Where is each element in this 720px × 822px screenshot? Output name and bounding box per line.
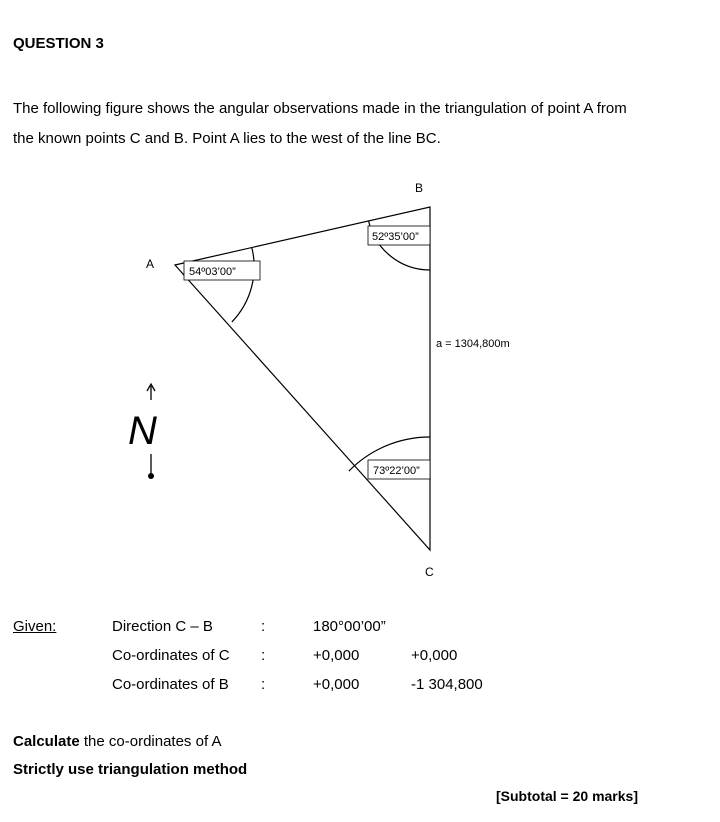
- angle-b-label: 52º35’00”: [372, 231, 419, 243]
- task-line-1-rest: the co-ordinates of A: [79, 733, 222, 750]
- task-line-2: Strictly use triangulation method: [13, 761, 248, 778]
- point-c-label: C: [425, 565, 434, 579]
- angle-arc-a: [232, 248, 254, 322]
- given-row-2-value-2: +0,000: [411, 647, 458, 664]
- given-row-1-item: Direction C – B: [112, 618, 213, 635]
- triangle-abc: [175, 207, 430, 550]
- given-row-1-value-1: 180°00’00”: [313, 618, 386, 635]
- angle-c-label: 73º22’00”: [373, 465, 420, 477]
- given-row-3-sep: :: [261, 676, 266, 693]
- given-row-3-item: Co-ordinates of B: [112, 676, 229, 693]
- given-row-3-value-2: -1 304,800: [411, 676, 483, 693]
- task-line-1: [13, 733, 221, 750]
- question-title: QUESTION 3: [13, 35, 104, 52]
- point-a-label: A: [146, 257, 155, 271]
- point-b-label: B: [415, 181, 424, 195]
- given-row-2-item: Co-ordinates of C: [112, 647, 230, 664]
- intro-line-1: The following figure shows the angular observations made in the triangulation of point A from: [13, 100, 627, 117]
- given-label: Given:: [13, 618, 57, 635]
- side-a-label: a = 1304,800m: [436, 338, 510, 350]
- north-symbol: N: [128, 409, 157, 453]
- given-row-2-sep: :: [261, 647, 266, 664]
- task-calculate-word: Calculate: [13, 733, 80, 750]
- subtotal-marks: [Subtotal = 20 marks]: [496, 788, 638, 804]
- intro-line-2: the known points C and B. Point A lies to the west of the line BC.: [13, 130, 441, 147]
- given-row-1-sep: :: [261, 618, 266, 635]
- given-row-3-value-1: +0,000: [313, 676, 360, 693]
- angle-a-label: 54º03’00”: [189, 266, 236, 278]
- given-row-2-value-1: +0,000: [313, 647, 360, 664]
